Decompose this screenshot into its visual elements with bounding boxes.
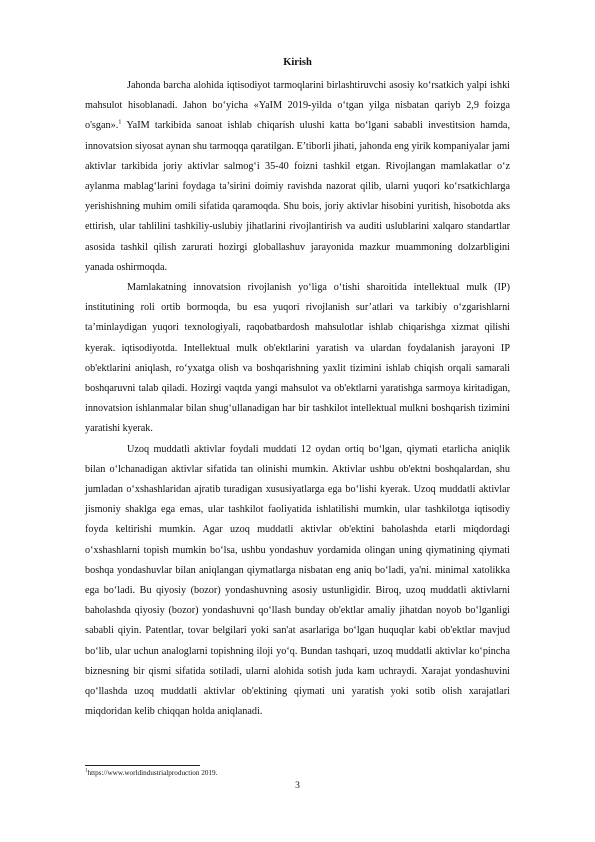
paragraph-1-text-before: Jahonda barcha alohida iqtisodiyot tarmoqlarini birlashtiruvchi asosiy ko‘rsatkich yalpi ishki mahsulot hisoblanadi. Jahon bo‘yicha «YaIM 2019-yilda o‘tgan yilga nisbatan qariyb 2,9 foizga o'sgan».: [85, 80, 510, 132]
footnote-reference: 1: [118, 119, 122, 127]
footnote-text: https://www.worldindustrialproduction 2019.: [87, 769, 218, 777]
footnote: [85, 768, 510, 778]
paragraph-1-text-after: YaIM tarkibida sanoat ishlab chiqarish ulushi katta bo‘lgani sababli investitsion hamda, innovatsion siyosat aynan shu tarmoqqa qaratilgan. E’tiborli jihati, jahonda eng yirik kompaniyalar jami aktivlar tarkibida joriy aktivlar salmog‘i 35-40 foizni tashkil etgan. Rivojlangan mamlakatlar o‘z aylanma mablag‘larini foydaga ta’sirini doimiy ravishda nazorat qilib, ularni yuqori ko‘rsatkichlarga yerishishning muhim omili sifatida qaramoqda. Shu bois, joriy aktivlar hisobini yuritish, hisobotda aks ettirish, ular tahlilini tashkiliy-uslubiy jihatlarini rivojlantirish va auditi uslublarini xalqaro standartlar asosida tashkil qilish zarurati hozirgi globallashuv jarayonida mazkur muammoning dolzarbligini yanada oshirmoqda.: [85, 120, 510, 273]
footnote-divider: [85, 765, 200, 766]
page-number: 3: [295, 781, 300, 791]
paragraph-1: [85, 76, 510, 278]
paragraph-3: Uzoq muddatli aktivlar foydali muddati 12 oydan ortiq bo‘lgan, qiymati etarlicha aniqlik bilan o‘lchanadigan aktivlar sifatida tan olinishi mumkin. Aktivlar ushbu ob'ektni boshqalardan, shu jumladan o‘xshashlaridan ajratib turadigan xususiyatlarga ega bo‘lishi kyerak. Uzoq muddatli aktivlar jismoniy shaklga ega emas, ular tashkilot faoliyatida ishlatilishi mumkin, ular tashkilotga iqtisodiy foyda keltirishi mumkin. Agar uzoq muddatli aktivlar ob'ektini baholashda etarli miqdordagi o‘xshashlarni topish mumkin bo‘lsa, ushbu yondashuv yordamida olingan uning qiymatining qiymati boshqa yondashuvlar bilan aniqlangan qiymatlarga nisbatan eng aniq bo‘ladi, ya'ni. minimal xatolikka ega bo‘ladi. Bu qiyosiy (bozor) yondashuvning asosiy ustunligidir. Biroq, uzoq muddatli aktivlarni baholashda qiyosiy (bozor) yondashuvni qo‘llash bunday ob'ektlar amaliy jihatdan noyob bo‘lganligi sababli qiyin. Patentlar, tovar belgilari yoki san'at asarlariga bo‘lgan huquqlar kabi ob'ektlar mavjud bo‘lib, ular uchun analoglarni topishning iloji yo‘q. Bundan tashqari, uzoq muddatli aktivlar ko‘pincha biznesning bir qismi sifatida sotiladi, ularni alohida sotish juda kam uchraydi. Xarajat yondashuvini qo‘llashda uzoq muddatli aktivlar ob'ektining qiymati uni yaratish yoki sotib olish xarajatlari miqdoridan kelib chiqqan holda aniqlanadi.: [85, 443, 510, 718]
body-text: [85, 76, 510, 723]
paragraph-2: Mamlakatning innovatsion rivojlanish yo‘liga o‘tishi sharoitida intellektual mulk (IP) institutining roli ortib bormoqda, bu esa yuqori rivojlanish sur’atlari va tarkibiy o‘zgarishlarni ta’minlaydigan yuqori texnologiyali, raqobatbardosh mahsulotlar ishlab chiqarishga xizmat qilishi kyerak. iqtisodiyotda. Intellektual mulk ob'ektlarini yaratish va ulardan foydalanish jarayoni IP ob'ektlarini aniqlash, ro‘yxatga olish va boshqarishning yaxlit tizimini ishlab chiqish orqali samarali boshqaruvni talab qiladi. Hozirgi vaqtda yangi mahsulot va ob'ektlarni yaratishga sarmoya kiritadigan, innovatsion ishlanmalar bilan shug‘ullanadigan har bir tashkilot intellektual mulkni boshqarish tizimini yaratishi kyerak.: [85, 282, 510, 435]
footnote-number: 1: [85, 768, 88, 774]
section-title: Kirish: [283, 57, 312, 68]
